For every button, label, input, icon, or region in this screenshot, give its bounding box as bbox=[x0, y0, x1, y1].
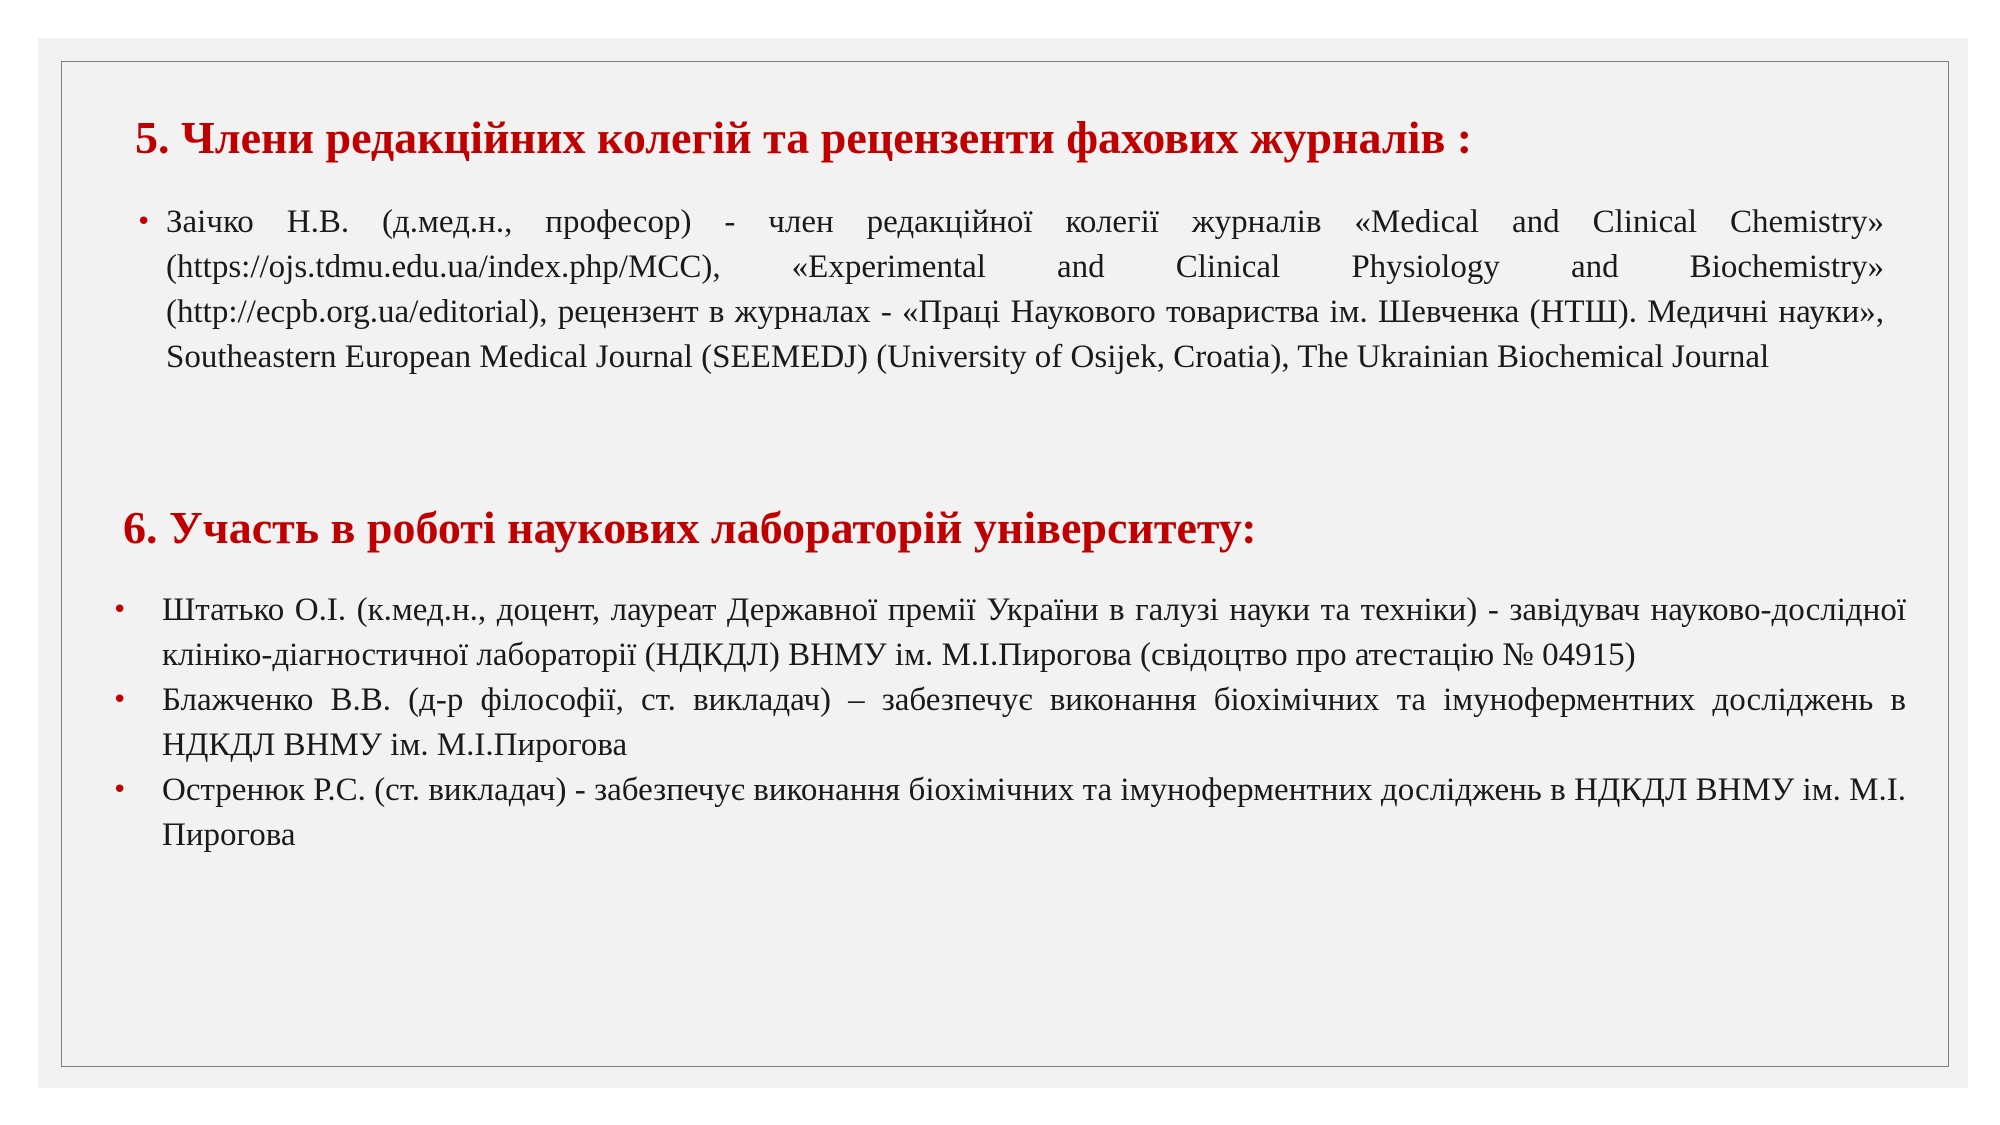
bullet-icon: • bbox=[136, 207, 152, 237]
list-item bbox=[110, 588, 1906, 678]
list-item-text: Блажченко В.В. (д-р філософії, ст. викладач) – забезпечує виконання біохімічних та імуноферментних досліджень в НДКДЛ ВНМУ ім. М.І.Пирогова bbox=[162, 682, 1906, 763]
list-item bbox=[136, 200, 1884, 380]
section-5-list bbox=[136, 200, 1884, 380]
bullet-icon: • bbox=[112, 685, 128, 715]
list-item-text: Заічко Н.В. (д.мед.н., професор) - член редакційної колегії журналів «Medical and Clinical Chemistry» (https://ojs.tdmu.edu.ua/index.php/MCC), «Experimental and Clinical Physiology and Biochemistry» (http://ecpb.org.ua/editorial), рецензент в журналах - «Праці Наукового товариства ім. Шевченка (НТШ). Медичні науки», Southeastern European Medical Journal (SEEMEDJ) (University of Osijek, Croatia), The Ukrainian Biochemical Journal bbox=[166, 204, 1884, 375]
bullet-icon: • bbox=[112, 595, 128, 625]
bullet-icon: • bbox=[112, 775, 128, 805]
section-5-heading: 5. Члени редакційних колегій та рецензенти фахових журналів : bbox=[135, 112, 1473, 163]
list-item-text: Остренюк Р.С. (ст. викладач) - забезпечує виконання біохімічних та імуноферментних досліджень в НДКДЛ ВНМУ ім. М.І. Пирогова bbox=[162, 772, 1906, 853]
list-item bbox=[110, 768, 1906, 858]
section-6-list bbox=[110, 588, 1906, 858]
list-item-text: Штатько О.І. (к.мед.н., доцент, лауреат Державної премії України в галузі науки та техніки) - завідувач науково-дослідної клініко-діагностичної лабораторії (НДКДЛ) ВНМУ ім. М.І.Пирогова (свідоцтво про атестацію № 04915) bbox=[162, 592, 1906, 673]
list-item bbox=[110, 678, 1906, 768]
section-6-heading: 6. Участь в роботі наукових лабораторій університету: bbox=[123, 502, 1257, 553]
